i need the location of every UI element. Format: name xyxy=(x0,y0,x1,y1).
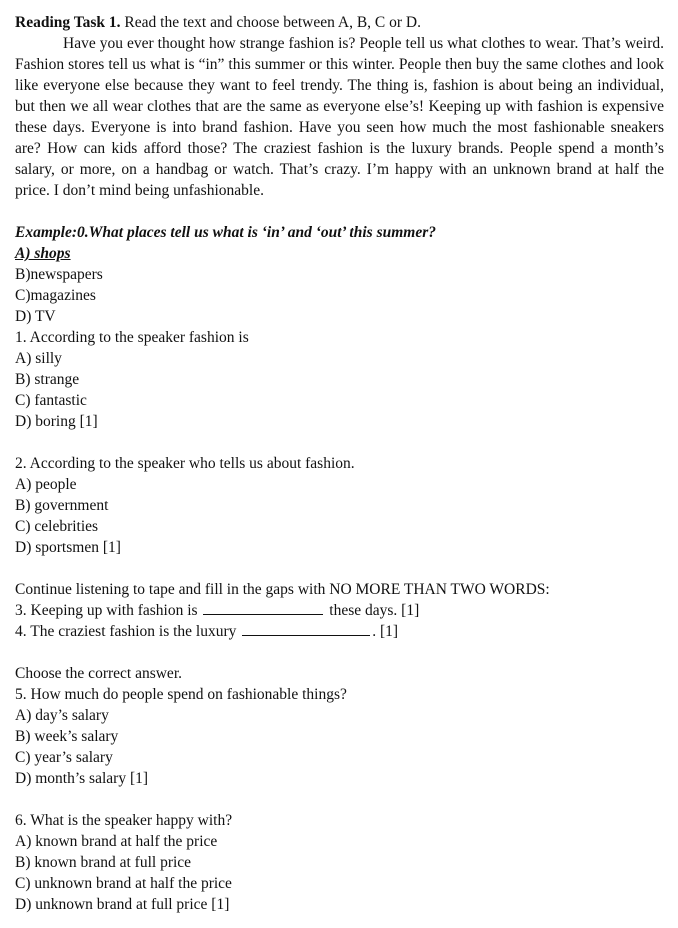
q6-option-a: A) known brand at half the price xyxy=(15,833,218,850)
example-option-c: C)magazines xyxy=(15,287,96,304)
q6-option-b: B) known brand at full price xyxy=(15,854,192,871)
q1-option-a: A) silly xyxy=(15,350,62,367)
q4-text-after: . [1] xyxy=(372,623,399,640)
q3-answer-blank[interactable] xyxy=(203,613,323,615)
q6-option-c: C) unknown brand at half the price xyxy=(15,875,232,892)
q1-option-b: B) strange xyxy=(15,371,80,388)
example-answer-text: A) shops xyxy=(15,245,71,262)
task-label: Reading Task 1. xyxy=(15,14,121,31)
q5-option-c: C) year’s salary xyxy=(15,749,113,766)
q4-text-before: 4. The craziest fashion is the luxury xyxy=(15,623,237,640)
q4-answer-blank[interactable] xyxy=(242,634,370,636)
example-option-b: B)newspapers xyxy=(15,266,103,283)
example-option-d: D) TV xyxy=(15,308,56,325)
q5-option-b: B) week’s salary xyxy=(15,728,119,745)
question-3 xyxy=(15,600,664,621)
task-instruction: Read the text and choose between A, B, C or D. xyxy=(120,14,422,31)
question-2: 2. According to the speaker who tells us about fashion. xyxy=(15,455,355,472)
q5-option-a: A) day’s salary xyxy=(15,707,109,724)
example-question: Example:0.What places tell us what is ‘in’ and ‘out’ this summer? xyxy=(15,224,436,241)
q3-text-before: 3. Keeping up with fashion is xyxy=(15,602,198,619)
gapfill-instruction: Continue listening to tape and fill in the gaps with NO MORE THAN TWO WORDS: xyxy=(15,581,550,598)
q6-option-d: D) unknown brand at full price [1] xyxy=(15,896,230,913)
q2-option-a: A) people xyxy=(15,476,77,493)
task-heading xyxy=(15,12,664,33)
q5-option-d: D) month’s salary [1] xyxy=(15,770,149,787)
question-5: 5. How much do people spend on fashionable things? xyxy=(15,686,347,703)
q1-option-c: C) fantastic xyxy=(15,392,87,409)
q2-option-b: B) government xyxy=(15,497,109,514)
choose-instruction: Choose the correct answer. xyxy=(15,665,182,682)
example-answer xyxy=(15,243,664,264)
q3-text-after: these days. [1] xyxy=(329,602,420,619)
q1-option-d: D) boring [1] xyxy=(15,413,98,430)
q2-option-d: D) sportsmen [1] xyxy=(15,539,121,556)
question-4 xyxy=(15,621,664,642)
question-6: 6. What is the speaker happy with? xyxy=(15,812,233,829)
q2-option-c: C) celebrities xyxy=(15,518,99,535)
question-1: 1. According to the speaker fashion is xyxy=(15,329,249,346)
reading-passage xyxy=(15,33,664,201)
passage-text: Have you ever thought how strange fashion is? People tell us what clothes to wear. That’s weird. Fashion stores tell us what is “in” this summer or this winter. People then buy the same clothes and look like everyone else because they want to feel trendy. The thing is, fashion is about being an individual, but then we all wear clothes that are the same as everyone else’s! Keeping up with fashion is expensive these days. Everyone is into brand fashion. Have you seen how much the most fashionable sneakers are? How can kids afford those? The craziest fashion is the luxury brands. People spend a month’s salary, or more, on a handbag or watch. That’s crazy. I’m happy with an unknown brand at half the price. I don’t mind being unfashionable. xyxy=(15,35,664,199)
